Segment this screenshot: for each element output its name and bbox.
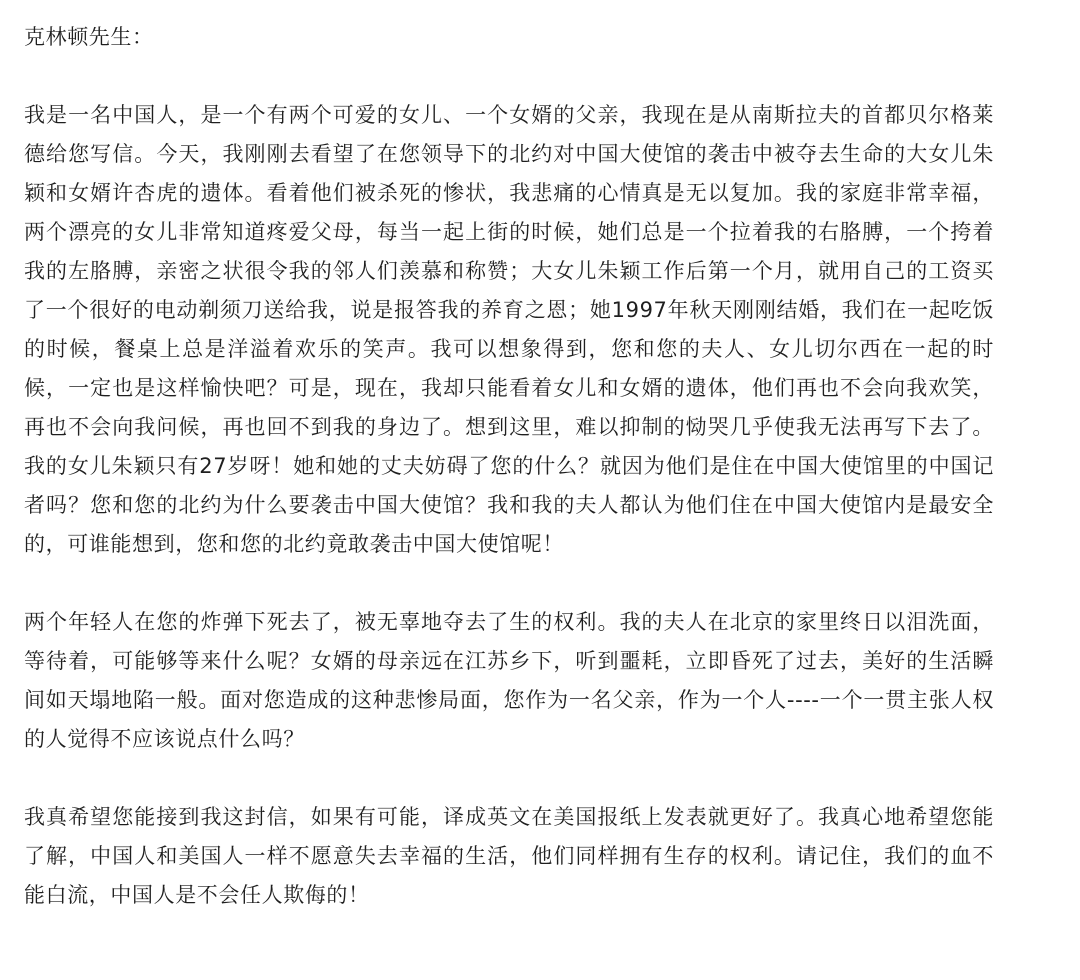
letter-salutation: 克林顿先生： bbox=[24, 25, 154, 49]
letter-paragraph-3: 我真希望您能接到我这封信，如果有可能，译成英文在美国报纸上发表就更好了。我真心地希望您能了解，中国人和美国人一样不愿意失去幸福的生活，他们同样拥有生存的权利。请记住，我们的血不能白流，中国人是不会任人欺侮的！ bbox=[24, 805, 994, 907]
letter-paragraph-2: 两个年轻人在您的炸弹下死去了，被无辜地夺去了生的权利。我的夫人在北京的家里终日以泪洗面，等待着，可能够等来什么呢？女婿的母亲远在江苏乡下，听到噩耗，立即昏死了过去，美好的生活瞬间如天塌地陷一般。面对您造成的这种悲惨局面，您作为一名父亲，作为一个人----一个一贯主张人权的人觉得不应该说点什么吗？ bbox=[24, 610, 994, 751]
letter-body bbox=[24, 18, 994, 915]
letter-paragraph-1: 我是一名中国人，是一个有两个可爱的女儿、一个女婿的父亲，我现在是从南斯拉夫的首都贝尔格莱德给您写信。今天，我刚刚去看望了在您领导下的北约对中国大使馆的袭击中被夺去生命的大女儿朱颖和女婿许杏虎的遗体。看着他们被杀死的惨状，我悲痛的心情真是无以复加。我的家庭非常幸福，两个漂亮的女儿非常知道疼爱父母，每当一起上街的时候，她们总是一个拉着我的右胳膊，一个挎着我的左胳膊，亲密之状很令我的邻人们羡慕和称赞；大女儿朱颖工作后第一个月，就用自己的工资买了一个很好的电动剃须刀送给我，说是报答我的养育之恩；她1997年秋天刚刚结婚，我们在一起吃饭的时候，餐桌上总是洋溢着欢乐的笑声。我可以想象得到，您和您的夫人、女儿切尔西在一起的时候，一定也是这样愉快吧？可是，现在，我却只能看着女儿和女婿的遗体，他们再也不会向我欢笑，再也不会向我问候，再也回不到我的身边了。想到这里，难以抑制的恸哭几乎使我无法再写下去了。我的女儿朱颖只有27岁呀！她和她的丈夫妨碍了您的什么？就因为他们是住在中国大使馆里的中国记者吗？您和您的北约为什么要袭击中国大使馆？我和我的夫人都认为他们住在中国大使馆内是最安全的，可谁能想到，您和您的北约竟敢袭击中国大使馆呢！ bbox=[24, 103, 994, 556]
